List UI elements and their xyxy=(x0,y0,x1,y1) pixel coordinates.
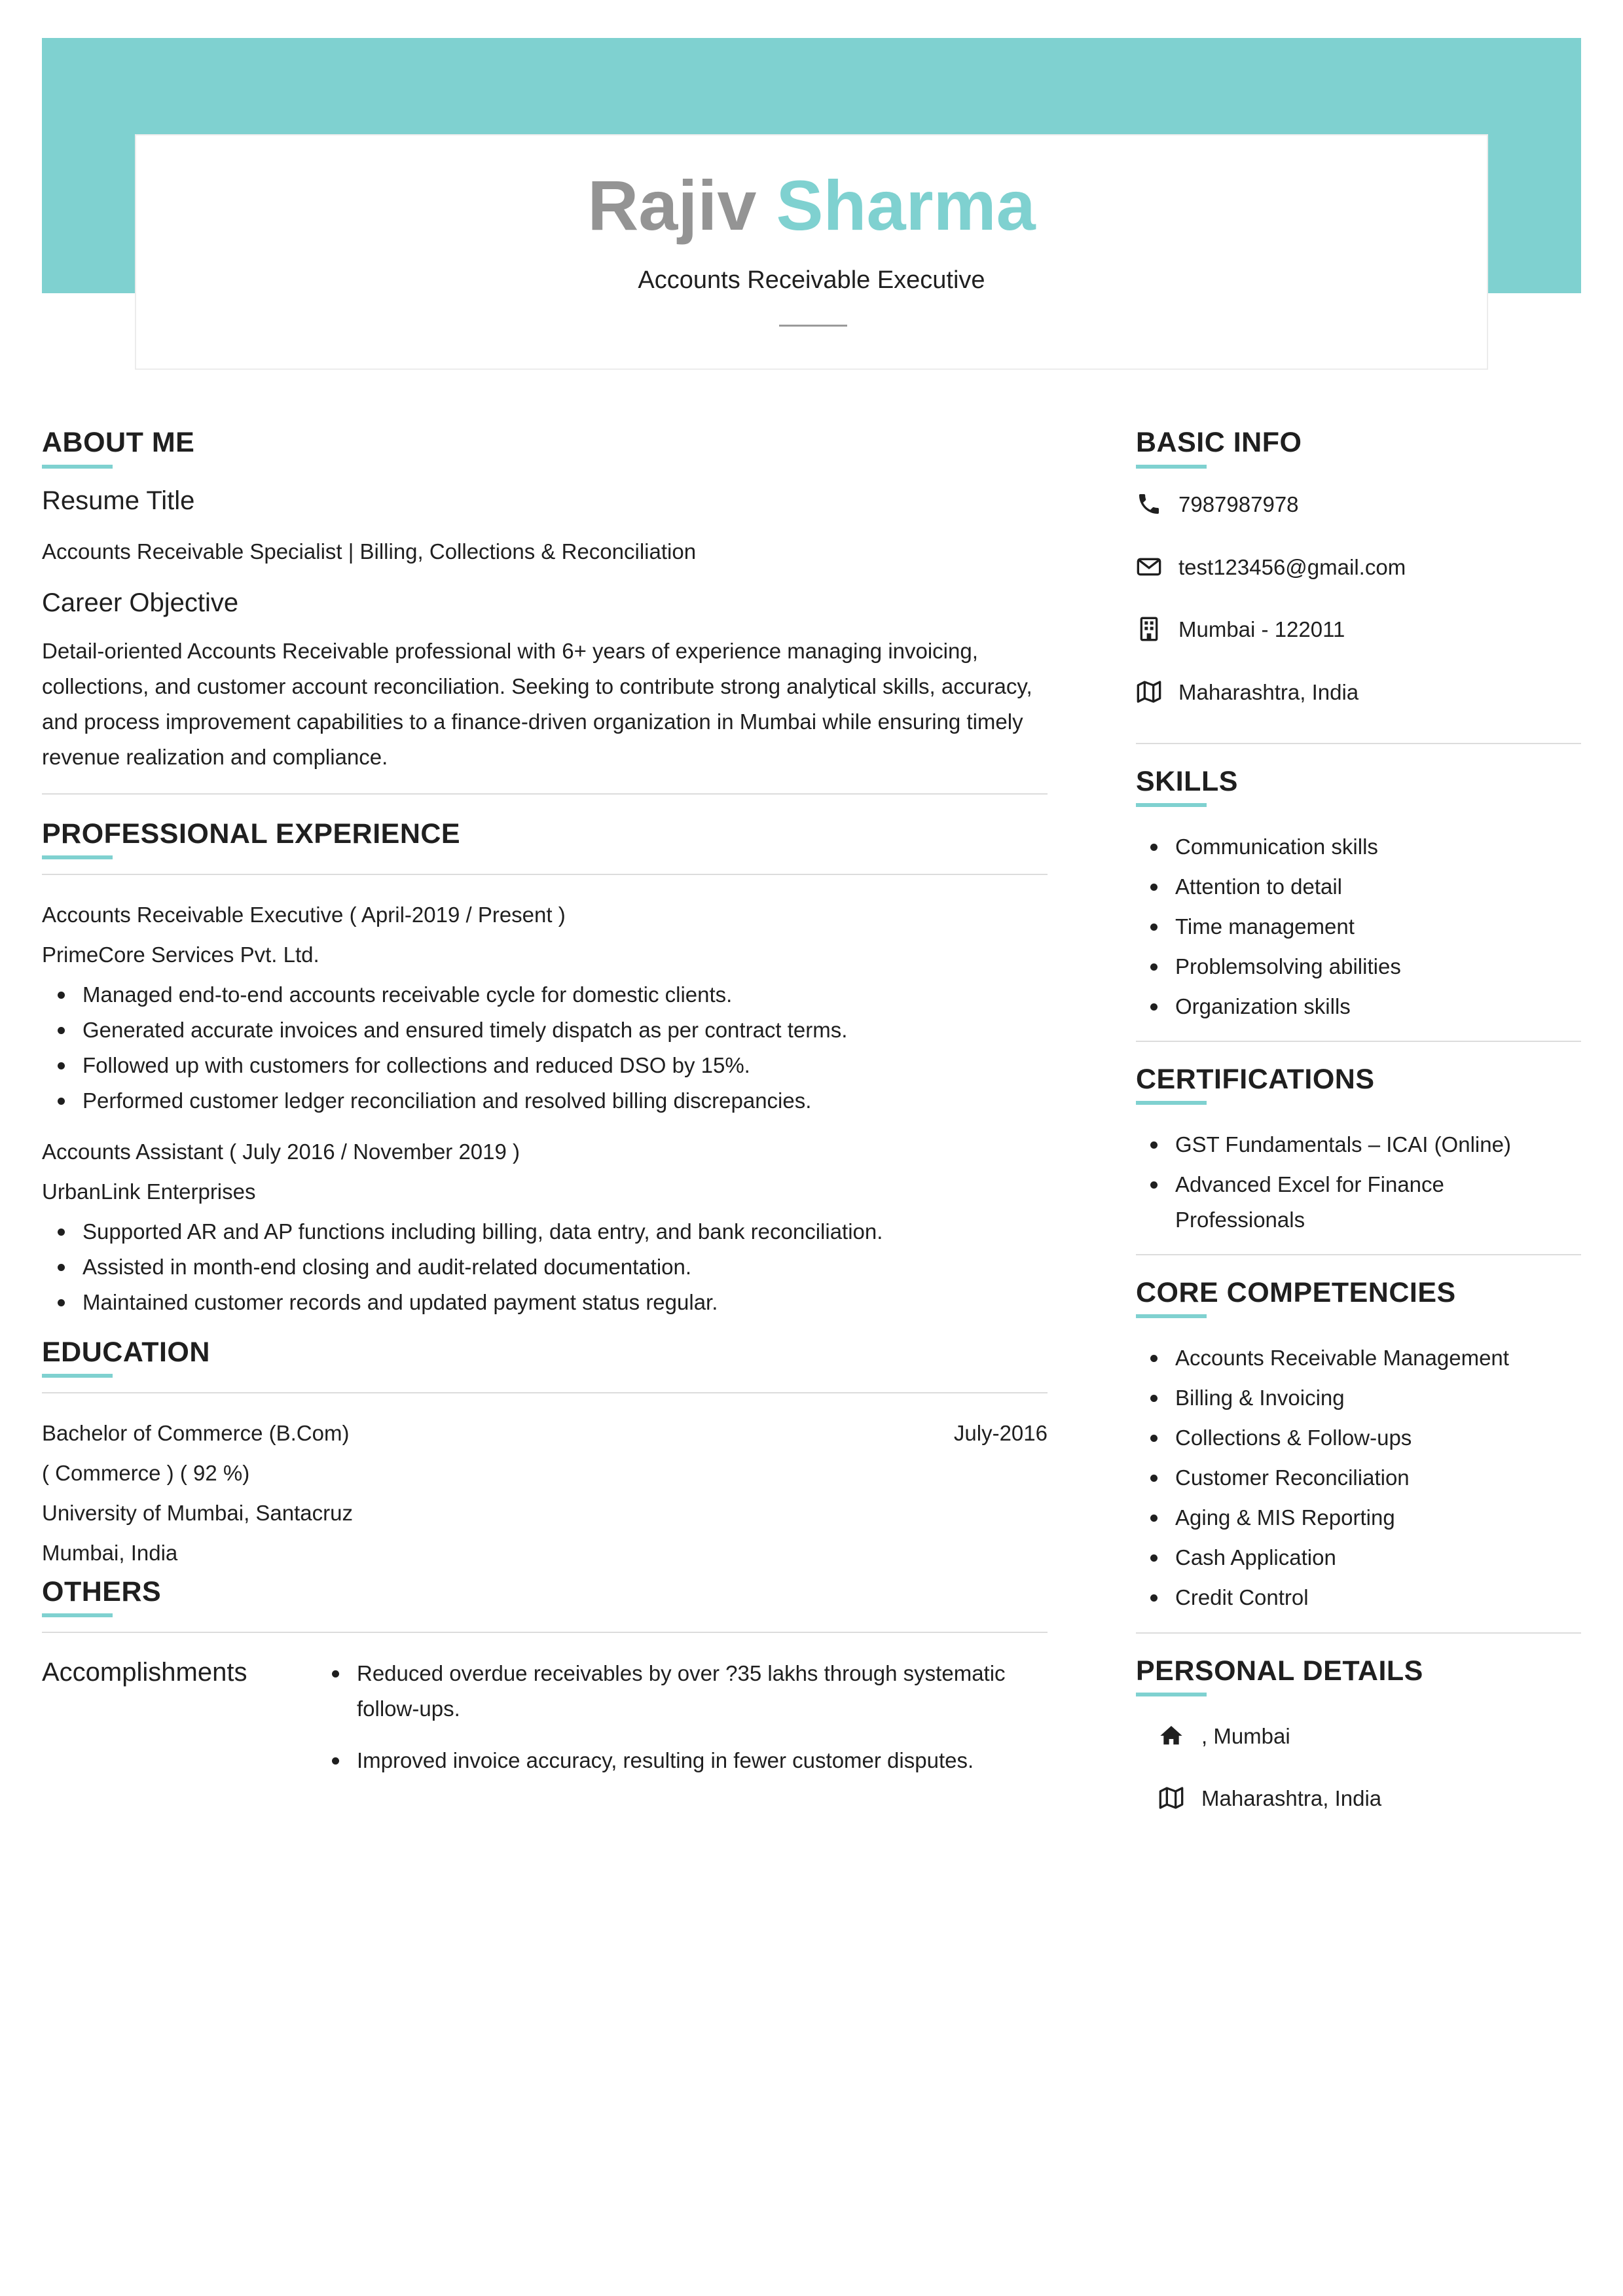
skill-item: Time management xyxy=(1175,909,1355,944)
job-bullet: Generated accurate invoices and ensured timely dispatch as per contract terms. xyxy=(82,1013,847,1048)
section-title-certifications: CERTIFICATIONS xyxy=(1136,1064,1375,1095)
phone-icon xyxy=(1136,491,1162,517)
education-university: University of Mumbai, Santacruz xyxy=(42,1501,354,1525)
section-title-skills: SKILLS xyxy=(1136,766,1238,797)
address-value: Mumbai - 122011 xyxy=(1178,617,1345,641)
job-role: Accounts Assistant ( July 2016 / November 2019 ) xyxy=(42,1139,520,1164)
first-name: Rajiv xyxy=(587,166,757,245)
competency-item: Cash Application xyxy=(1175,1540,1336,1575)
accomplishment-item: Reduced overdue receivables by over ?35 lakhs through systematic follow-ups. xyxy=(357,1656,1051,1727)
map-icon xyxy=(1158,1785,1184,1811)
skill-item: Organization skills xyxy=(1175,989,1351,1024)
section-divider xyxy=(1136,1041,1581,1042)
job-bullet: Assisted in month-end closing and audit-related documentation. xyxy=(82,1249,691,1285)
building-icon xyxy=(1136,616,1162,642)
job-bullet: Maintained customer records and updated payment status regular. xyxy=(82,1285,718,1320)
accomplishment-item: Improved invoice accuracy, resulting in fewer customer disputes. xyxy=(357,1743,1051,1778)
competency-item: Aging & MIS Reporting xyxy=(1175,1500,1395,1535)
section-underline xyxy=(42,1374,113,1378)
last-name: Sharma xyxy=(776,166,1036,245)
header-card xyxy=(135,134,1488,370)
section-underline xyxy=(1136,803,1207,807)
competency-item: Customer Reconciliation xyxy=(1175,1460,1410,1496)
certification-item: Advanced Excel for Finance Professionals xyxy=(1175,1167,1542,1238)
personal-region: Maharashtra, India xyxy=(1201,1786,1382,1810)
section-title-personal: PERSONAL DETAILS xyxy=(1136,1655,1423,1687)
section-title-competencies: CORE COMPETENCIES xyxy=(1136,1277,1456,1308)
skill-item: Communication skills xyxy=(1175,829,1378,865)
candidate-name xyxy=(136,167,1487,245)
section-divider xyxy=(1136,1254,1581,1255)
personal-address: , Mumbai xyxy=(1201,1724,1290,1748)
section-divider xyxy=(42,1632,1048,1633)
section-underline xyxy=(42,465,113,469)
section-title-experience: PROFESSIONAL EXPERIENCE xyxy=(42,818,461,850)
section-divider xyxy=(1136,1632,1581,1634)
career-objective: Detail-oriented Accounts Receivable professional with 6+ years of experience managing invoicing, collections, and customer account reconciliation. Seeking to contribute strong analytical skills, accuracy, and process improvement capabilities to a finance-driven organization in Mumbai while ensuring timely revenue realization and compliance. xyxy=(42,639,1032,769)
section-underline xyxy=(42,855,113,859)
home-icon xyxy=(1158,1723,1184,1749)
section-divider xyxy=(1136,743,1581,744)
job-role: Accounts Receivable Executive ( April-2019 / Present ) xyxy=(42,903,566,927)
job-bullet: Followed up with customers for collections and reduced DSO by 15%. xyxy=(82,1048,750,1083)
section-underline xyxy=(1136,465,1207,469)
competency-item: Billing & Invoicing xyxy=(1175,1380,1345,1416)
phone-value: 7987987978 xyxy=(1178,492,1299,516)
competency-item: Accounts Receivable Management xyxy=(1175,1340,1509,1376)
job-bullet: Performed customer ledger reconciliation and resolved billing discrepancies. xyxy=(82,1083,811,1119)
education-stream: ( Commerce ) ( 92 %) xyxy=(42,1461,250,1485)
section-title-about: ABOUT ME xyxy=(42,427,195,458)
education-degree: Bachelor of Commerce (B.Com) xyxy=(42,1421,350,1445)
section-divider xyxy=(42,874,1048,875)
career-objective-label: Career Objective xyxy=(42,588,239,617)
section-title-others: OTHERS xyxy=(42,1576,162,1607)
education-date: July-2016 xyxy=(953,1421,1048,1445)
resume-title-label: Resume Title xyxy=(42,486,195,515)
section-underline xyxy=(1136,1314,1207,1318)
envelope-icon xyxy=(1136,554,1162,580)
job-title: Accounts Receivable Executive xyxy=(638,266,985,294)
region-value: Maharashtra, India xyxy=(1178,680,1359,704)
competency-item: Collections & Follow-ups xyxy=(1175,1420,1412,1456)
section-underline xyxy=(42,1613,113,1617)
certification-item: GST Fundamentals – ICAI (Online) xyxy=(1175,1127,1511,1162)
job-company: PrimeCore Services Pvt. Ltd. xyxy=(42,942,319,967)
resume-title: Accounts Receivable Specialist | Billing, Collections & Reconciliation xyxy=(42,539,697,564)
section-underline xyxy=(1136,1101,1207,1105)
competency-item: Credit Control xyxy=(1175,1580,1309,1615)
job-company: UrbanLink Enterprises xyxy=(42,1179,256,1204)
section-title-basic-info: BASIC INFO xyxy=(1136,427,1302,458)
job-bullet: Supported AR and AP functions including billing, data entry, and bank reconciliation. xyxy=(82,1214,883,1249)
skill-item: Problemsolving abilities xyxy=(1175,949,1401,984)
job-bullet: Managed end-to-end accounts receivable cycle for domestic clients. xyxy=(82,977,732,1013)
email-value: test123456@gmail.com xyxy=(1178,555,1406,579)
section-divider xyxy=(42,1392,1048,1393)
title-divider xyxy=(779,325,847,327)
skill-item: Attention to detail xyxy=(1175,869,1342,905)
section-title-education: EDUCATION xyxy=(42,1336,210,1368)
education-location: Mumbai, India xyxy=(42,1541,178,1565)
section-divider xyxy=(42,793,1048,795)
map-icon xyxy=(1136,679,1162,705)
accomplishments-label: Accomplishments xyxy=(42,1658,247,1687)
section-underline xyxy=(1136,1693,1207,1696)
